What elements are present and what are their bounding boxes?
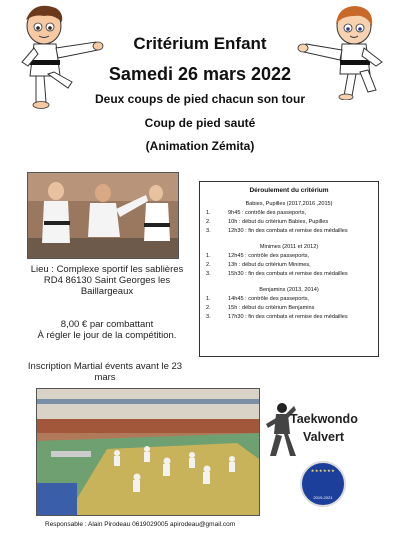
club-name-line1: Taekwondo [290, 412, 358, 426]
item-text: 15h30 : fin des combats et remise des médailles [228, 271, 348, 277]
item-text: 15h : début du critérium Benjamins [228, 305, 315, 311]
item-number: 2. [206, 262, 211, 268]
event-subtitle-kick: Coup de pied sauté [144, 116, 256, 130]
federation-badge [300, 461, 346, 507]
schedule-item [200, 219, 378, 225]
schedule-box [199, 181, 379, 357]
schedule-item [200, 271, 378, 277]
location-line: Lieu : Complexe sportif les sablières [30, 264, 184, 275]
registration-block [15, 361, 195, 383]
registration-line: Inscription Martial évents avant le 23 [27, 361, 183, 372]
footer-contact: Responsable : Alain Pirodeau 0619029005 apirodeau@gmail.com [45, 521, 236, 528]
badge-years: 2019-2021 [313, 495, 333, 500]
event-subtitle-animation: (Animation Zémita) [145, 139, 255, 153]
gym-hall-photo [36, 388, 260, 516]
item-number: 3. [206, 271, 211, 277]
item-text: 10h : début du critérium Babies, Pupilles [228, 219, 329, 225]
item-text: 13h : début du critérium Minimes, [228, 262, 311, 268]
schedule-title: Déroulement du critérium [249, 187, 329, 194]
registration-line: mars [94, 372, 116, 383]
schedule-item [200, 228, 378, 234]
location-block [22, 264, 192, 297]
item-number: 1. [206, 296, 211, 302]
item-number: 1. [206, 253, 211, 259]
item-text: 12h45 : contrôle des passeports, [228, 253, 310, 259]
taekwondo-fighter-logo [262, 400, 296, 458]
item-number: 3. [206, 228, 211, 234]
event-title: Critérium Enfant [133, 34, 267, 53]
schedule-item [200, 305, 378, 311]
item-number: 2. [206, 219, 211, 225]
schedule-item [200, 253, 378, 259]
item-number: 2. [206, 305, 211, 311]
location-line: Baillargeaux [80, 286, 134, 297]
cartoon-karate-girl-illustration [296, 4, 392, 100]
item-text: 12h30 : fin des combats et remise des médailles [228, 228, 348, 234]
schedule-item [200, 296, 378, 302]
item-number: 1. [206, 210, 211, 216]
event-subtitle-rule: Deux coups de pied chacun son tour [94, 92, 306, 106]
club-name-line2: Valvert [303, 430, 345, 444]
price-block [22, 319, 192, 341]
schedule-item [200, 262, 378, 268]
price-payment-note: À régler le jour de la compétition. [37, 330, 177, 341]
sparring-photo [27, 172, 179, 259]
schedule-item [200, 314, 378, 320]
item-text: 17h30 : fin des combats et remise des médailles [228, 314, 348, 320]
schedule-group-heading: Minimes (2011 et 2012) [259, 244, 319, 250]
price-amount: 8,00 € par combattant [60, 319, 154, 330]
item-number: 3. [206, 314, 211, 320]
schedule-item [200, 210, 378, 216]
schedule-group-heading: Benjamins (2013, 2014) [259, 287, 319, 293]
event-date: Samedi 26 mars 2022 [108, 64, 292, 84]
item-text: 9h45 : contrôle des passeports, [228, 210, 307, 216]
item-text: 14h45 : contrôle des passeports, [228, 296, 310, 302]
schedule-group-heading: Babies, Pupilles (2017,2016 ,2015) [245, 201, 333, 207]
badge-stars-icon: ★★★★★★ [310, 468, 336, 473]
location-line: RD4 86130 Saint Georges les [43, 275, 171, 286]
